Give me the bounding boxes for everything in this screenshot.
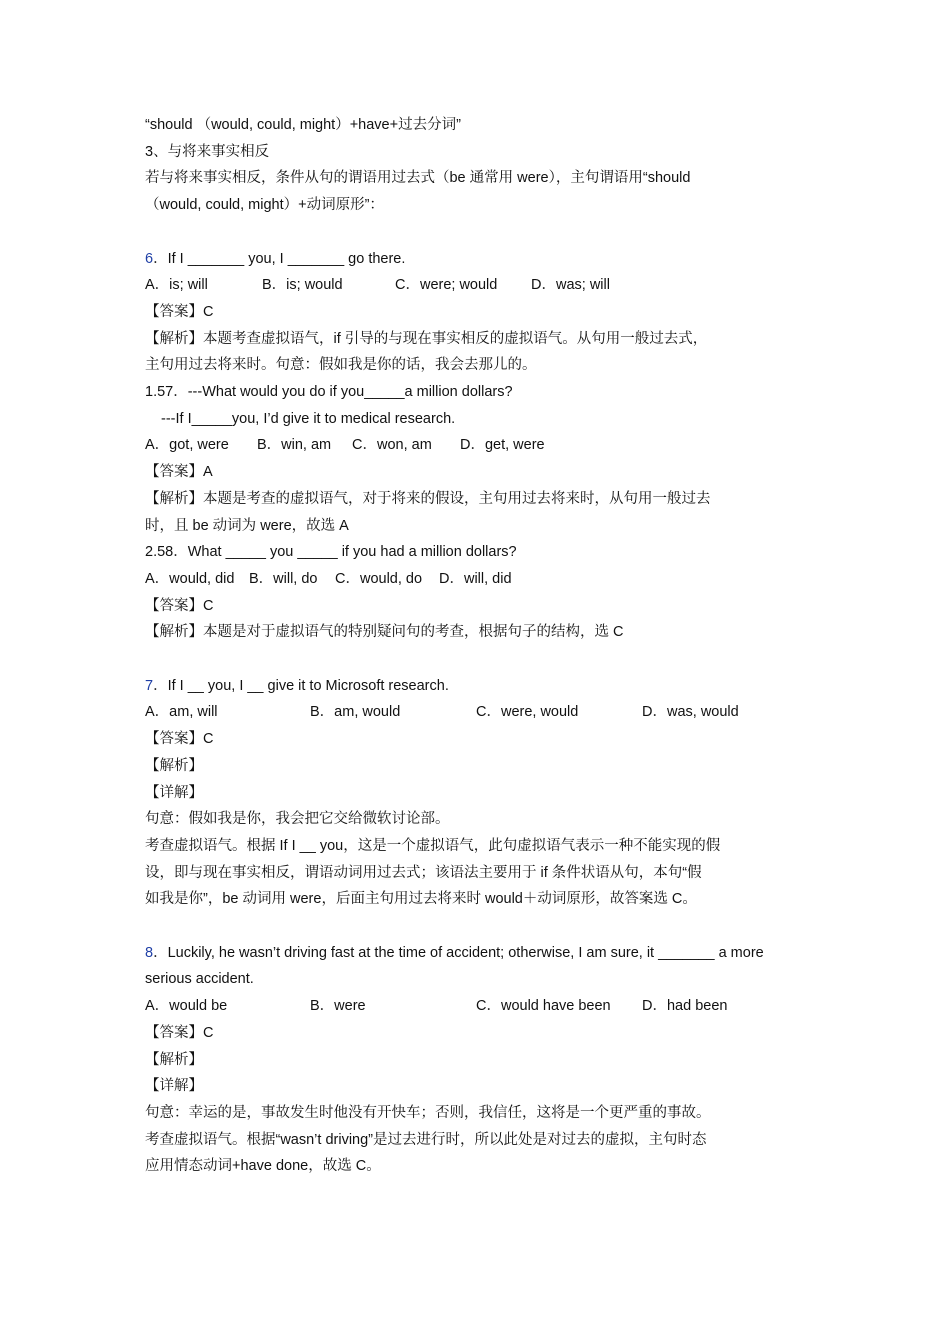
line-text: 【答案】C xyxy=(145,597,214,614)
blank-line xyxy=(145,913,810,940)
line-text: 主句用过去将来时。句意：假如我是你的话，我会去那儿的。 xyxy=(145,357,537,374)
line-text: 【答案】C xyxy=(145,731,214,748)
text-line xyxy=(145,352,810,379)
text-line xyxy=(145,139,810,166)
question-number: 8 xyxy=(145,944,154,961)
question-line xyxy=(145,246,810,273)
line-text: （would, could, might）+动词原形”： xyxy=(145,197,384,214)
option-item: C．won, am xyxy=(352,437,432,454)
line-text: 【解析】本题考查虚拟语气，if 引导的与现在事实相反的虚拟语气。从句用一般过去式， xyxy=(145,330,708,347)
option-item: D．was, would xyxy=(642,704,739,721)
text-line xyxy=(145,966,810,993)
option-item: A．would be xyxy=(145,998,228,1015)
line-text: 【详解】 xyxy=(145,784,203,801)
question-line xyxy=(145,673,810,700)
line-text: ．If I __ you, I __ give it to Microsoft research. xyxy=(153,677,449,694)
line-text: 【答案】C xyxy=(145,1024,214,1041)
text-line xyxy=(145,886,810,913)
line-text: 设，即与现在事实相反，谓语动词用过去式；该语法主要用于 if 条件状语从句，本句“假 xyxy=(145,864,702,881)
text-line xyxy=(145,539,810,566)
option-item: B．will, do xyxy=(249,570,318,587)
line-text: serious accident. xyxy=(145,971,254,988)
option-item: C．would, do xyxy=(335,570,423,587)
option-item: A．would, did xyxy=(145,570,235,587)
text-line xyxy=(145,1073,810,1100)
answer-options xyxy=(145,566,810,593)
text-line xyxy=(145,326,810,353)
line-text: 【解析】 xyxy=(145,757,203,774)
line-text: 句意：假如我是你，我会把它交给微软讨论部。 xyxy=(145,811,450,828)
option-item: C．were, would xyxy=(476,704,579,721)
line-text: 考查虚拟语气。根据“wasn’t driving”是过去进行时，所以此处是对过去的虚拟，主句时态 xyxy=(145,1131,707,1148)
line-text: 2.58．What _____ you _____ if you had a million dollars? xyxy=(145,544,517,561)
text-line xyxy=(145,780,810,807)
option-item: A．got, were xyxy=(145,437,229,454)
question-number: 7 xyxy=(145,677,154,694)
option-item: D．will, did xyxy=(439,570,512,587)
line-text: “should （would, could, might）+have+过去分词” xyxy=(145,117,461,133)
line-text: 3、与将来事实相反 xyxy=(145,143,270,160)
text-line xyxy=(145,619,810,646)
text-line xyxy=(145,192,810,219)
text-line xyxy=(145,379,810,406)
answer-options xyxy=(145,432,810,459)
line-text: 考查虚拟语气。根据 If I __ you，这是一个虚拟语气，此句虚拟语气表示一种不能实现的假 xyxy=(145,837,721,854)
text-line xyxy=(145,299,810,326)
answer-options xyxy=(145,699,810,726)
line-text: 【解析】本题是对于虚拟语气的特别疑问句的考查，根据句子的结构，选 C xyxy=(145,624,624,641)
text-line xyxy=(145,486,810,513)
text-line xyxy=(145,513,810,540)
text-line xyxy=(145,1127,810,1154)
line-text: 【解析】 xyxy=(145,1051,203,1068)
text-line xyxy=(145,459,810,486)
text-line xyxy=(145,806,810,833)
text-line xyxy=(145,1153,810,1180)
text-line xyxy=(145,726,810,753)
text-line xyxy=(145,406,810,433)
blank-line xyxy=(145,219,810,246)
document-page xyxy=(145,112,810,1180)
question-number: 6 xyxy=(145,250,154,267)
line-text: 时，且 be 动词为 were，故选 A xyxy=(145,517,349,534)
line-text: 1.57．---What would you do if you_____a million dollars? xyxy=(145,384,513,401)
answer-options xyxy=(145,993,810,1020)
text-line xyxy=(145,593,810,620)
line-text: 句意：幸运的是，事故发生时他没有开快车；否则，我信任，这将是一个更严重的事故。 xyxy=(145,1104,711,1121)
line-text: 【答案】C xyxy=(145,303,214,320)
option-item: D．had been xyxy=(642,998,728,1015)
answer-options xyxy=(145,272,810,299)
option-item: C．would have been xyxy=(476,998,611,1015)
option-item: B．is; would xyxy=(262,277,343,294)
option-item: D．was; will xyxy=(531,277,610,294)
blank-line xyxy=(145,646,810,673)
text-line xyxy=(145,860,810,887)
option-item: A．is; will xyxy=(145,277,208,294)
option-item: A．am, will xyxy=(145,704,218,721)
option-item: B．win, am xyxy=(257,437,332,454)
text-line xyxy=(145,1020,810,1047)
option-item: C．were; would xyxy=(395,277,498,294)
text-line xyxy=(145,1100,810,1127)
text-line xyxy=(145,1047,810,1074)
text-line xyxy=(145,753,810,780)
line-text: ---If I_____you, I’d give it to medical research. xyxy=(161,410,456,427)
line-text: 【解析】本题是考查的虚拟语气，对于将来的假设，主句用过去将来时，从句用一般过去 xyxy=(145,490,711,507)
text-line xyxy=(145,833,810,860)
line-text: 若与将来事实相反，条件从句的谓语用过去式（be 通常用 were），主句谓语用“should xyxy=(145,170,691,187)
question-line xyxy=(145,940,810,967)
text-line xyxy=(145,165,810,192)
line-text: 如我是你”，be 动词用 were，后面主句用过去将来时 would＋动词原形，故答案选 C。 xyxy=(145,891,697,908)
line-text: ．Luckily, he wasn’t driving fast at the time of accident; otherwise, I am sure, it _______ a more xyxy=(153,944,764,961)
line-text: 【详解】 xyxy=(145,1078,203,1095)
line-text: 应用情态动词+have done，故选 C。 xyxy=(145,1158,381,1175)
option-item: B．were xyxy=(310,998,366,1015)
option-item: B．am, would xyxy=(310,704,401,721)
line-text: ．If I _______ you, I _______ go there. xyxy=(153,250,406,267)
line-text: 【答案】A xyxy=(145,464,213,481)
option-item: D．get, were xyxy=(460,437,545,454)
text-line xyxy=(145,112,810,139)
